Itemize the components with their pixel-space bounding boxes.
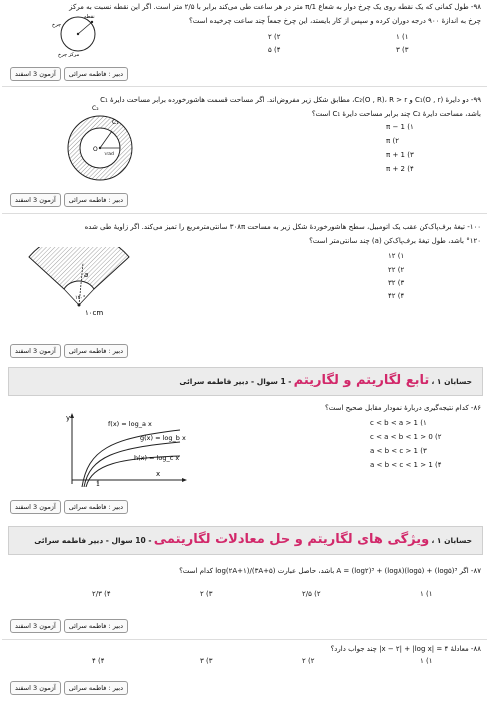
graph-label-one: 1 [96, 481, 100, 487]
question-99-option-2[interactable]: ۲) π [386, 137, 399, 145]
exam-tag[interactable]: آزمون 3 اسفند [10, 344, 61, 358]
teacher-tag[interactable]: دبیر : فاطمه سرائی [64, 193, 128, 207]
graph-label-h: h(x) = log_c x [134, 454, 180, 462]
question-88-tags [10, 681, 128, 695]
figure-label-center: مرکز چرخ [58, 52, 80, 58]
question-100-option-4[interactable]: ۴) ۴۲ [388, 292, 405, 300]
exam-tag[interactable]: آزمون 3 اسفند [10, 193, 61, 207]
question-86-tags [10, 500, 128, 514]
question-98-text-line2: چرخ به اندازهٔ ۹۰۰ درجه دوران کرده و سپس از کار بایستد، این چرخ جمعاً چند ساعت چرخیده است؟ [189, 17, 481, 25]
exam-tag[interactable]: آزمون 3 اسفند [10, 619, 61, 633]
question-100-text-line2: °۱۲۰ باشد، طول تیغهٔ برف‌پاک‌کن (a) چند سانتی‌متر است؟ [309, 237, 481, 245]
figure-label-point: نقطه [84, 14, 95, 20]
question-99-tags [10, 193, 128, 207]
figure-label-o: O [93, 146, 98, 153]
question-86-text: ۸۶- کدام نتیجه‌گیری دربارهٔ نمودار مقابل صحیح است؟ [325, 404, 481, 412]
divider [2, 86, 487, 87]
question-99-text-line2: باشد، مساحت دایرهٔ C₂ چند برابر مساحت دایرهٔ C₁ است؟ [311, 110, 481, 118]
question-99-text-line1: ۹۹- دو دایرهٔ C₁(O , r) و C₂(O , R)، R > r، مطابق شکل زیر مفروض‌اند. اگر مساحت قسمت هاشورخورده برابر مساحت دایرهٔ C₁ [100, 96, 481, 104]
figure-label-c1: C₁ [112, 119, 119, 126]
question-86-option-3[interactable]: ۳) 1 < a < b < c [370, 447, 427, 455]
exam-tag[interactable]: آزمون 3 اسفند [10, 67, 61, 81]
figure-label-length: ۱۰cm [85, 309, 104, 317]
graph-label-x: x [156, 470, 161, 478]
teacher-tag[interactable]: دبیر : فاطمه سرائی [64, 344, 128, 358]
question-99-option-3[interactable]: ۳) π + 1 [386, 151, 414, 159]
exam-tag[interactable]: آزمون 3 اسفند [10, 681, 61, 695]
divider [2, 639, 487, 640]
question-88-option-1[interactable]: ۱) ۱ [420, 657, 433, 665]
question-88-option-4[interactable]: ۴) ۴ [92, 657, 105, 665]
question-86-option-1[interactable]: ۱) 1 < c < b < a [370, 419, 427, 427]
teacher-tag[interactable]: دبیر : فاطمه سرائی [64, 67, 128, 81]
graph-label-y: y [66, 414, 71, 422]
question-88-text: ۸۸- معادلهٔ ۴ = |x − ۲| + |log x| چند جواب دارد؟ [330, 645, 481, 653]
graph-label-g: g(x) = log_b x [140, 434, 186, 442]
figure-label-angle: ۱۲۰° [75, 295, 86, 301]
graph-label-f: f(x) = log_a x [108, 420, 152, 428]
question-100-option-1[interactable]: ۱) ۱۲ [388, 252, 405, 260]
question-87-option-2[interactable]: ۲) ۲/۵ [302, 590, 321, 598]
section-prefix: حسابان ۱ ، [431, 536, 472, 545]
exam-tag[interactable]: آزمون 3 اسفند [10, 500, 61, 514]
section-title: تابع لگاریتم و لگاریتم [293, 373, 430, 388]
question-99-figure [52, 104, 152, 184]
figure-label-c2: C₂ [92, 105, 99, 112]
question-86-graph [60, 412, 190, 487]
figure-label-wheel: چرخ [52, 22, 62, 28]
question-86-option-4[interactable]: ۴) 1 < a < b < c < 1 [370, 461, 442, 469]
section-header-log-function [8, 367, 483, 396]
section-suffix: - 10 سوال - دبیر فاطمه سرائی [34, 536, 152, 545]
teacher-tag[interactable]: دبیر : فاطمه سرائی [64, 500, 128, 514]
question-99-option-4[interactable]: ۴) π + 2 [386, 165, 414, 173]
question-98-option-3[interactable]: ۳) ۳ [396, 46, 409, 54]
section-header-log-properties [8, 526, 483, 555]
question-87-option-3[interactable]: ۳) ۲ [200, 590, 213, 598]
divider [2, 213, 487, 214]
section-suffix: - 1 سوال - دبیر فاطمه سرائی [179, 377, 292, 386]
figure-label-rad: ۱rad [104, 152, 114, 157]
question-100-tags [10, 344, 128, 358]
figure-label-a: a [84, 271, 89, 279]
question-98-option-1[interactable]: ۱) ۱ [396, 33, 409, 41]
teacher-tag[interactable]: دبیر : فاطمه سرائی [64, 619, 128, 633]
question-98-option-2[interactable]: ۲) ۲ [268, 33, 281, 41]
section-prefix: حسابان ۱ ، [431, 377, 472, 386]
question-98-text-line1: ۹۸- طول کمانی که یک نقطه روی یک چرخ دوار به شعاع 1/π متر در هر ساعت طی می‌کند برابر با ۲/۵ متر است. اگر این نقطه نسبت به مرکز [69, 3, 481, 11]
question-86-option-2[interactable]: ۲) 0 < c < a < b < 1 [370, 433, 442, 441]
question-98-option-4[interactable]: ۴) ۵ [268, 46, 281, 54]
question-87-text: ۸۷- اگر A = (log۲)³ + (log۸)(log۵) + (log۵)³ باشد، حاصل عبارت log(۲A+۱)/(۳A+۵) کدام است؟ [179, 567, 481, 575]
question-88-option-3[interactable]: ۳) ۳ [200, 657, 213, 665]
question-98-figure [52, 12, 112, 58]
section-title: ویژگی های لگاریتم و حل معادلات لگاریتمی [153, 532, 430, 547]
question-87-option-1[interactable]: ۱) ۱ [420, 590, 433, 598]
question-88-option-2[interactable]: ۲) ۲ [302, 657, 315, 665]
question-100-option-3[interactable]: ۳) ۳۲ [388, 279, 405, 287]
question-99-option-1[interactable]: ۱) π − 1 [386, 123, 414, 131]
question-100-text-line1: ۱۰۰- تیغهٔ برف‌پاک‌کن عقب یک اتومبیل، سطح هاشورخوردهٔ شکل زیر به مساحت ۳۰۸π سانتی‌مترمربع را تمیز می‌کند. اگر زاویهٔ طی شده [84, 223, 481, 231]
question-100-option-2[interactable]: ۲) ۲۲ [388, 266, 405, 274]
question-87-option-4[interactable]: ۴) ۲/۳ [92, 590, 111, 598]
question-98-tags [10, 67, 128, 81]
question-100-figure [25, 247, 135, 322]
question-87-tags [10, 619, 128, 633]
teacher-tag[interactable]: دبیر : فاطمه سرائی [64, 681, 128, 695]
